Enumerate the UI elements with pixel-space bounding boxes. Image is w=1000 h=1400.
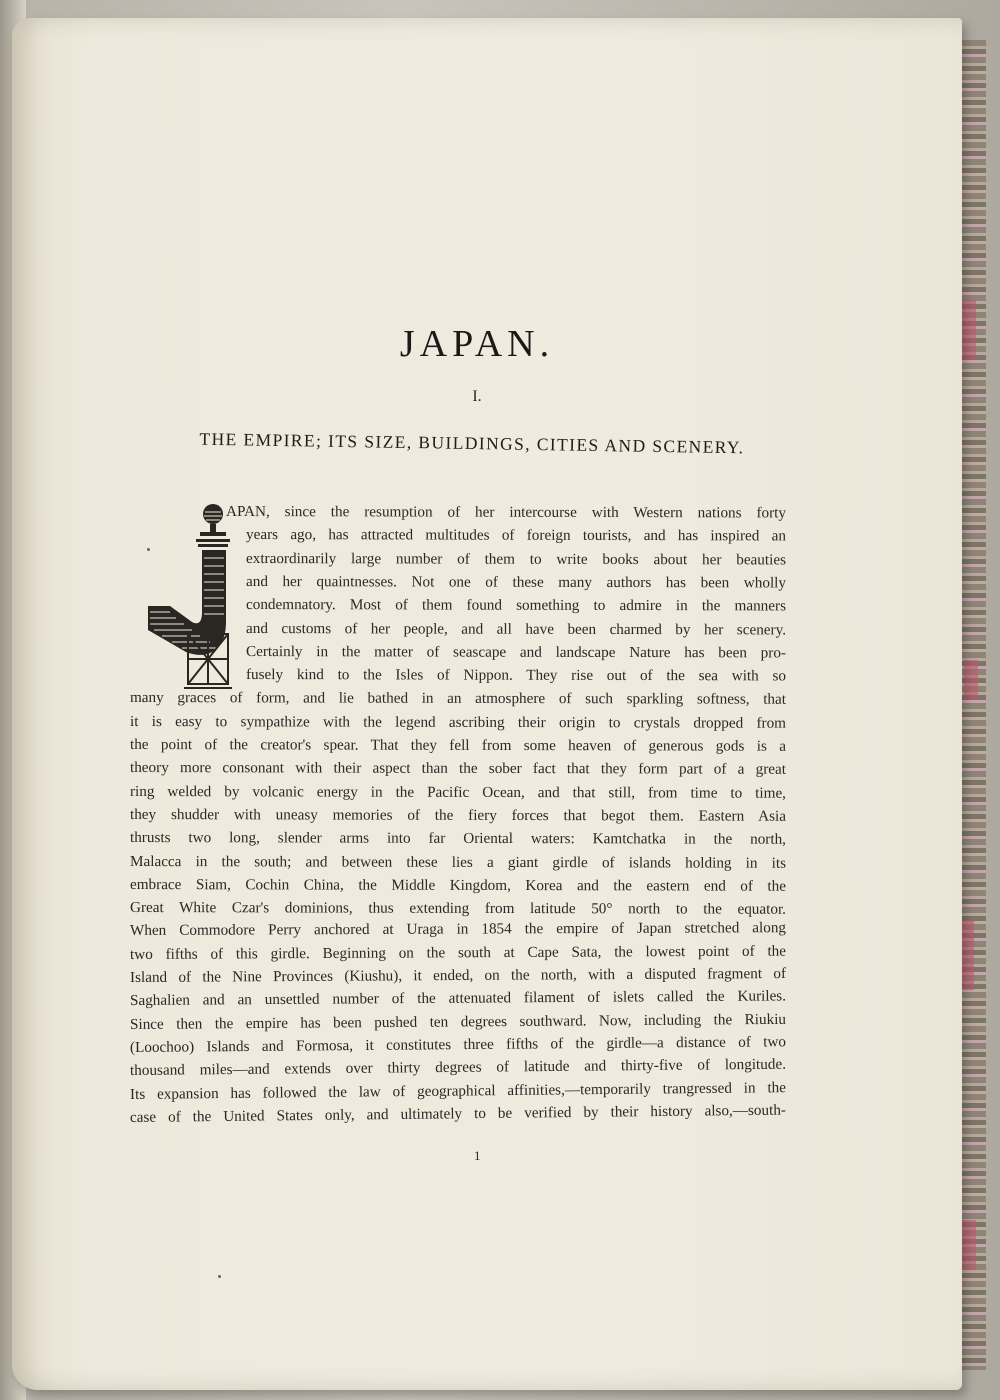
paper-speck <box>218 1275 221 1278</box>
text-line: and customs of her people, and all have been charmed by her scenery. <box>245 619 787 638</box>
text-line: Its expansion has followed the law of geographical affinities,—temporarily trangressed in the <box>129 1078 787 1103</box>
book-page <box>12 18 962 1390</box>
text-line: theory more consonant with their aspect than the sober fact that they form part of a great <box>129 759 787 779</box>
text-line: Malacca in the south; and between these lies a giant girdle of islands holding in its <box>129 852 787 872</box>
page-title: JAPAN. <box>399 323 555 365</box>
text-line: embrace Siam, Cochin China, the Middle Kingdom, Korea and the eastern end of the <box>129 875 787 895</box>
chapter-numeral: I. <box>472 388 482 405</box>
text-line: condemnatory. Most of them found something to admire in the manners <box>245 596 787 615</box>
text-line: years ago, has attracted multitudes of foreign tourists, and has inspired an <box>245 526 787 545</box>
cover-pattern <box>960 920 974 990</box>
text-line: two fifths of this girdle. Beginning on the south at Cape Sata, the lowest point of the <box>129 942 787 963</box>
text-line: Island of the Nine Provinces (Kiushu), it ended, on the north, with a disputed fragment of <box>129 964 787 986</box>
text-line: fusely kind to the Isles of Nippon. They rise out of the sea with so <box>245 666 787 685</box>
text-line: Since then the empire has been pushed ten degrees southward. Now, including the Riukiu <box>129 1010 787 1033</box>
paper-speck <box>147 548 150 551</box>
text-line: When Commodore Perry anchored at Uraga in 1854 the empire of Japan stretched along <box>129 919 787 940</box>
text-line: and her quaintnesses. Not one of these many authors has been wholly <box>245 572 787 592</box>
text-line: ring welded by volcanic energy in the Pacific Ocean, and that still, from time to time, <box>129 782 787 802</box>
text-line: Great White Czar's dominions, thus extending from latitude 50° north to the equator. <box>129 899 787 918</box>
text-line: many graces of form, and lie bathed in an atmosphere of such sparkling softness, that <box>129 689 787 709</box>
text-line: Certainly in the matter of seascape and landscape Nature has been pro- <box>245 642 787 662</box>
text-line: (Loochoo) Islands and Formosa, it constitutes three fifths of the girdle—a distance of two <box>129 1033 787 1056</box>
text-line: it is easy to sympathize with the legend ascribing their origin to crystals dropped from <box>129 712 787 732</box>
chapter-title: THE EMPIRE; ITS SIZE, BUILDINGS, CITIES AND SCENERY. <box>199 428 745 458</box>
cover-pattern <box>964 660 978 700</box>
cover-pattern <box>962 1220 976 1270</box>
text-line: thousand miles—and extends over thirty degrees of latitude and thirty-five of longitude. <box>129 1055 787 1080</box>
text-line: case of the United States only, and ultimately to be verified by their history also,—south- <box>129 1101 787 1126</box>
text-line: Saghalien and an unsettled number of the attenuated filament of islets called the Kuriles. <box>129 987 787 1010</box>
text-line: thrusts two long, slender arms into far Oriental waters: Kamtchatka in the north, <box>129 829 787 848</box>
cover-pattern <box>962 300 976 360</box>
page-number: 1 <box>474 1148 481 1163</box>
text-line: extraordinarily large number of them to write books about her beauties <box>245 549 787 569</box>
text-line: the point of the creator's spear. That they fell from some heaven of generous gods is a <box>129 736 787 755</box>
text-line: APAN, since the resumption of her intercourse with Western nations forty <box>225 503 787 522</box>
text-line: they shudder with uneasy memories of the fiery forces that begot them. Eastern Asia <box>129 805 787 825</box>
drop-cap-ornament <box>140 502 240 692</box>
